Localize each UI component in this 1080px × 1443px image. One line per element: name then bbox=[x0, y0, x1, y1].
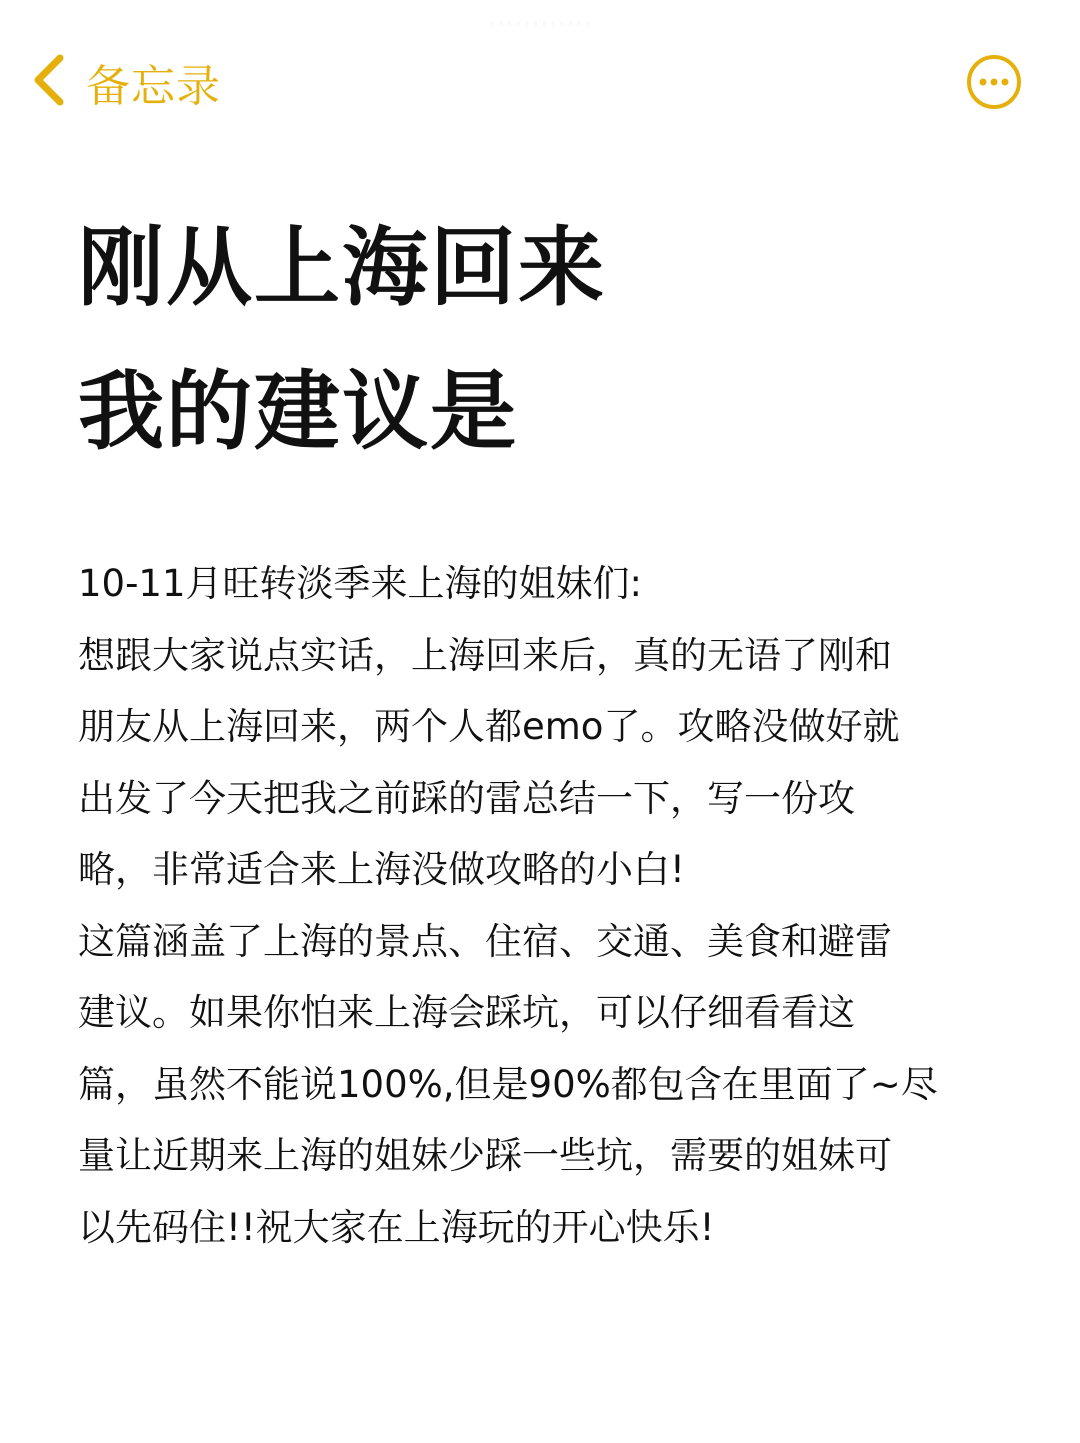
note-body-line: 朋友从上海回来，两个人都emo了。攻略没做好就 bbox=[78, 705, 900, 748]
note-body-line: 篇，虽然不能说100%,但是90%都包含在里面了~尽 bbox=[78, 1062, 938, 1106]
note-title-line: 我的建议是 bbox=[78, 362, 518, 462]
more-options-icon bbox=[966, 95, 1022, 114]
note-body-line: 以先码住!!祝大家在上海玩的开心快乐! bbox=[78, 1205, 715, 1249]
note-body-line: 出发了今天把我之前踩的雷总结一下，写一份攻 bbox=[78, 776, 855, 820]
note-body-line: 想跟大家说点实话，上海回来后，真的无语了刚和 bbox=[78, 633, 892, 677]
status-bar-faded-text: ………… bbox=[488, 2, 592, 32]
note-body bbox=[78, 548, 1018, 1263]
note-title bbox=[78, 196, 1018, 484]
note-body-line: 量让近期来上海的姐妹少踩一些坑，需要的姐妹可 bbox=[78, 1134, 892, 1177]
note-title-line: 刚从上海回来 bbox=[78, 218, 606, 318]
note-body-line: 这篇涵盖了上海的景点、住宿、交通、美食和避雷 bbox=[78, 919, 892, 963]
note-body-line: 建议。如果你怕来上海会踩坑，可以仔细看看这 bbox=[78, 991, 855, 1034]
navigation-bar bbox=[0, 40, 1080, 124]
more-options-button[interactable] bbox=[966, 54, 1022, 110]
note-body-line: 10-11月旺转淡季来上海的姐妹们: bbox=[78, 562, 642, 605]
chevron-left-icon bbox=[30, 52, 68, 112]
back-button-label: 备忘录 bbox=[86, 61, 221, 112]
note-body-line: 略，非常适合来上海没做攻略的小白! bbox=[78, 848, 685, 891]
back-button[interactable] bbox=[30, 40, 221, 124]
